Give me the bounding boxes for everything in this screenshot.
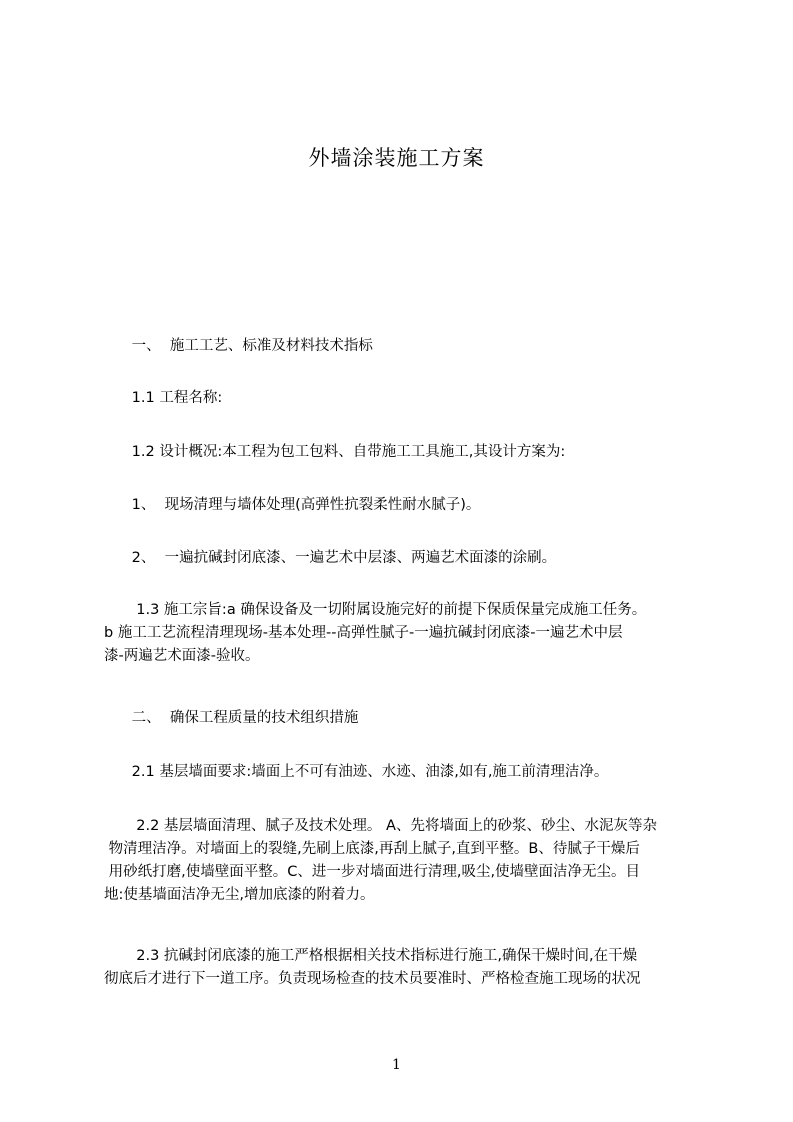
paragraph-1-1: 1.1 工程名称: — [104, 390, 223, 406]
paragraph-2-1: 2.1 基层墙面要求:墙面上不可有油迹、水迹、油漆,如有,施工前清理洁净。 — [104, 764, 609, 780]
paragraph-2-2: 2.2 基层墙面清理、腻子及技术处理。 A、先将墙面上的砂浆、砂尘、水泥灰等杂 物清理洁净。对墙面上的裂缝,先刷上底漆,再刮上腻子,直到平整。B、待腻子干燥后 用砂纸打磨,使墙壁面平整。C、进一步对墙面进行清理,吸尘,使墙壁面洁净无尘。目 地:使基墙面洁净无尘,增加底漆的附着力。 — [104, 818, 657, 903]
page-number: 1 — [392, 1057, 401, 1073]
section-heading-2: 二、 确保工程质量的技术组织措施 — [104, 710, 359, 726]
paragraph-2-3: 2.3 抗碱封闭底漆的施工严格根据相关技术指标进行施工,确保干燥时间,在干燥 彻底后才进行下一道工序。负责现场检查的技术员要准时、严格检查施工现场的状况 — [104, 948, 641, 987]
paragraph-item-1: 1、 现场清理与墙体处理(高弹性抗裂柔性耐水腻子)。 — [104, 497, 481, 513]
paragraph-1-2: 1.2 设计概况:本工程为包工包料、自带施工工具施工,其设计方案为: — [104, 444, 566, 460]
paragraph-1-3: 1.3 施工宗旨:a 确保设备及一切附属设施完好的前提下保质保量完成施工任务。 b 施工工艺流程清理现场-基本处理--高弹性腻子-一遍抗碱封闭底漆-一遍艺术中层 漆-两遍艺术面漆-验收。 — [104, 602, 647, 664]
section-heading-1: 一、 施工工艺、标准及材料技术指标 — [104, 338, 373, 354]
paragraph-item-2: 2、 一遍抗碱封闭底漆、一遍艺术中层漆、两遍艺术面漆的涂刷。 — [104, 550, 557, 566]
document-title: 外墙涂装施工方案 — [308, 146, 485, 170]
